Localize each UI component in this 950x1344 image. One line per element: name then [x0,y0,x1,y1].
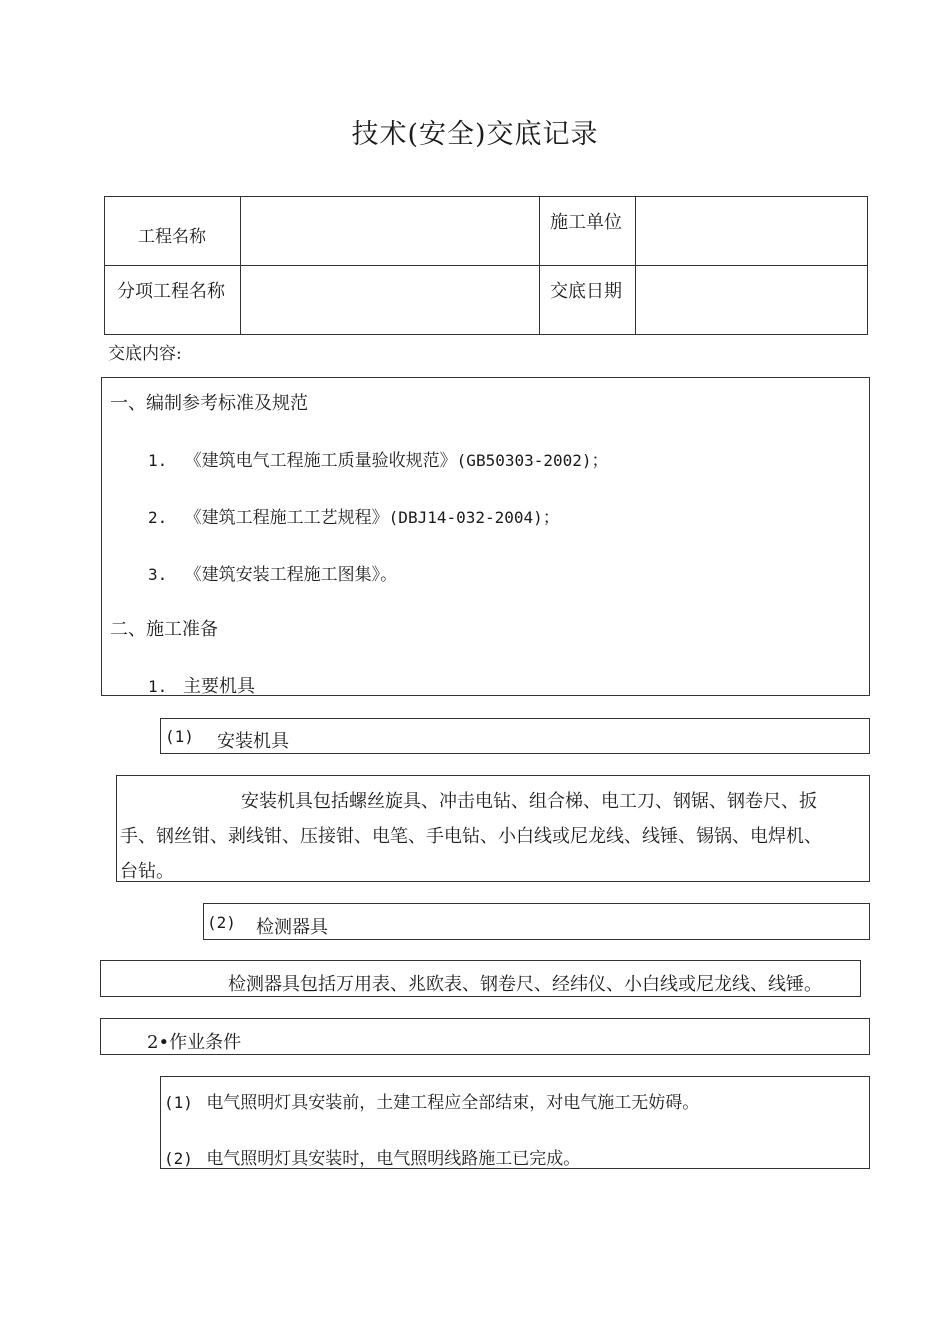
standard-title: 《建筑工程施工工艺规程》 [184,508,389,528]
work-conditions-heading-box [100,1018,870,1055]
standard-tail: 。 [380,565,398,585]
page-title: 技术(安全)交底记录 [351,119,599,150]
work-conditions-box [160,1076,870,1169]
date-label: 交底日期 [550,281,622,302]
condition-item-2 [164,1144,580,1169]
standard-tail: ； [591,451,609,471]
standard-item-1 [148,446,609,471]
instruments-box [100,960,861,997]
instruments-heading: 检测器具 [256,917,328,938]
standard-title: 《建筑安装工程施工图集》 [184,565,381,585]
standard-code: (GB50303-2002) [456,451,592,470]
main-tools-heading [148,672,255,698]
item-number: (1) [164,1093,193,1112]
content-label: 交底内容: [108,344,182,364]
item-number: (1) [165,727,194,746]
work-conditions-heading: 2•作业条件 [147,1032,242,1053]
item-number: (2) [207,913,236,932]
standard-code: (DBJ14-032-2004) [388,508,543,527]
standard-title: 《建筑电气工程施工质量验收规范》 [184,451,457,471]
standard-item-3 [148,560,397,585]
project-name-label: 工程名称 [138,227,206,247]
instruments-text: 检测器具包括万用表、兆欧表、钢卷尺、经纬仪、小白线或尼龙线、线锤。 [228,974,822,995]
item-number: 1. [148,677,168,696]
header-table [104,196,868,335]
install-tools-box [116,775,870,882]
condition-text: 电气照明灯具安装前，土建工程应全部结束，对电气施工无妨碍。 [206,1093,700,1113]
install-tools-line-1: 安装机具包括螺丝旋具、冲击电钻、组合梯、电工刀、钢锯、钢卷尺、扳 [241,791,817,812]
sub-project-label: 分项工程名称 [117,281,225,302]
item-number: 2. [148,508,168,527]
standard-tail: ； [542,508,560,528]
item-number: 1. [148,451,168,470]
condition-item-1 [164,1088,699,1113]
install-tools-heading-box [160,718,870,754]
section2-heading: 二、施工准备 [110,619,218,640]
install-tools-heading: 安装机具 [217,731,289,752]
condition-text: 电气照明灯具安装时，电气照明线路施工已完成。 [206,1149,581,1169]
item-number: 3. [148,565,168,584]
instruments-heading-box [203,903,870,940]
section1-heading: 一、编制参考标准及规范 [110,393,308,414]
construction-unit-label: 施工单位 [550,212,622,233]
item-number: (2) [164,1149,193,1168]
main-content-box [101,377,870,696]
standard-item-2 [148,503,560,528]
main-tools-label: 主要机具 [183,676,255,697]
install-tools-line-3: 台钻。 [120,861,174,882]
install-tools-line-2: 手、钢丝钳、剥线钳、压接钳、电笔、手电钻、小白线或尼龙线、线锤、锡锅、电焊机、 [120,826,822,847]
